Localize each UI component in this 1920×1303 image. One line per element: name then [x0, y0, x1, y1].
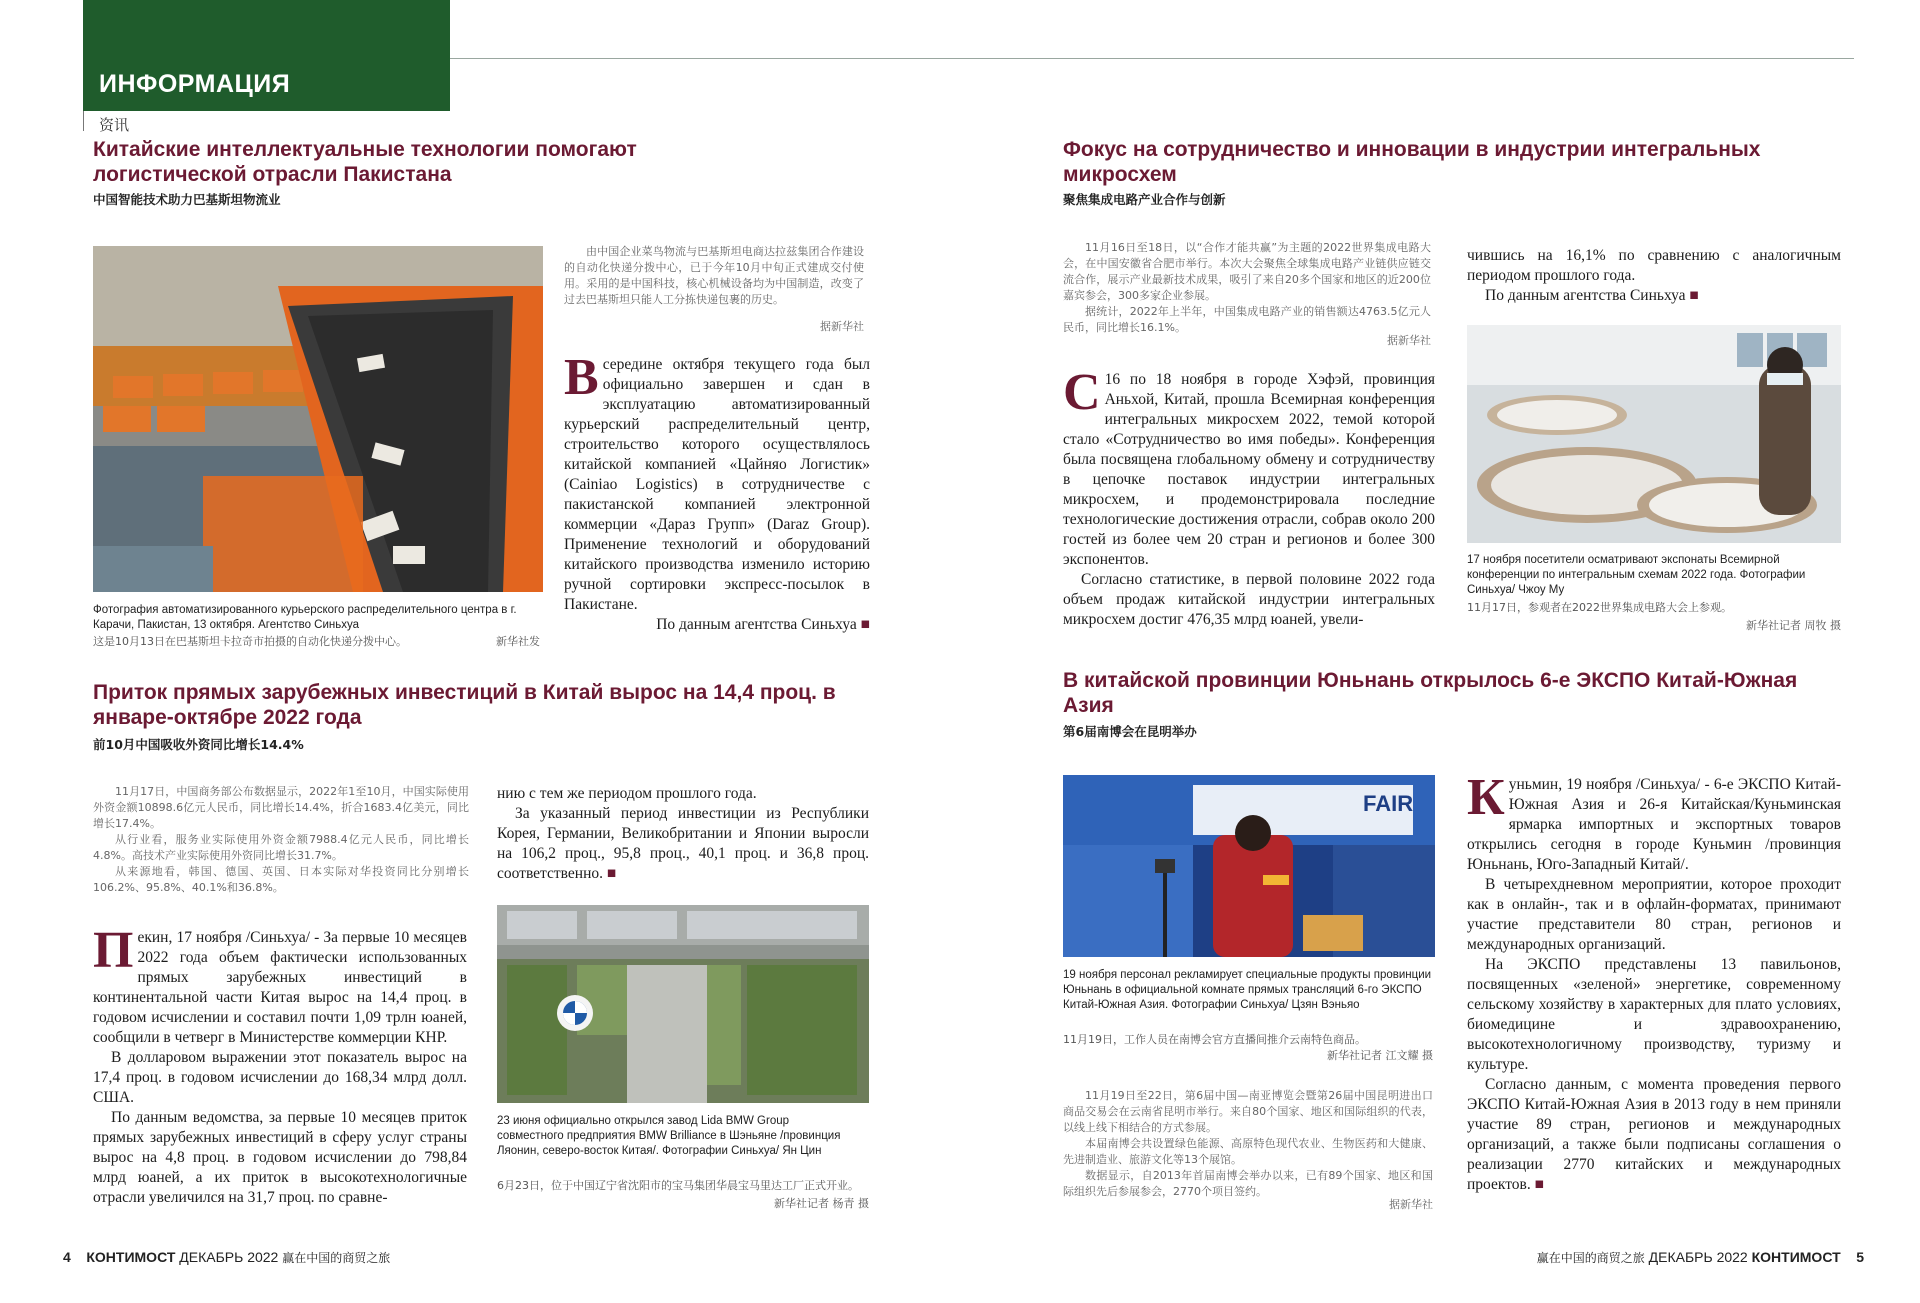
- article-2-cn-summary: 11月17日，中国商务部公布数据显示，2022年1至10月，中国实际使用外资金额10898.6亿元人民币，同比增长14.4%，折合1683.4亿美元，同比增长17.4%。 从行业看，服务业实际使用外资金额7988.4亿元人民币，同比增长4.8%。高技术产业实际使用外资同比增长31.7%。 从来源地看，韩国、德国、英国、日本实际对华投资同比分别增长106.2%、95.8%、40.1%和36.8%。: [93, 785, 469, 894]
- article-1-subtitle: 中国智能技术助力巴基斯坦物流业: [93, 192, 281, 207]
- article-3-body-right: чившись на 16,1% по сравнению с аналогичным периодом прошлого года. По данным агентства Синьхуа ■: [1467, 247, 1841, 304]
- brand-left: КОНТИМОСТ: [86, 1249, 176, 1265]
- article-4-title: В китайской провинции Юньнань открылось 6-е ЭКСПО Китай-Южная Азия: [1063, 669, 1798, 717]
- dropcap: С: [1063, 364, 1101, 421]
- issue-right: ДЕКАБРЬ 2022: [1648, 1249, 1748, 1265]
- footer-right: [1537, 1249, 1864, 1266]
- article-2-caption-cn-source: 新华社记者 杨青 摄: [774, 1197, 869, 1210]
- article-4-body: Куньмин, 19 ноября /Синьхуа/ - 6-е ЭКСПО Китай-Южная Азия и 26-я Китайская/Куньминская ярмарка импортных и экспортных товаров открылись сегодня в городе Куньмин /провинция Юньнань, Юго-Западный Китай/. В четырехдневном мероприятии, которое проходит как в онлайн-, так и в офлайн-форматах, принимают участие представители 80 стран, регионов и международных организаций. На ЭКСПО представлены 13 павильонов, посвященных «зеленой» энергетике, современному сельскому хозяйству в характерных для плато условиях, биомедицине и здравоохранению, высокотехнологичному производству, туризму и культуре. Согласно данным, с момента проведения первого ЭКСПО Китай-Южная Азия в 2013 году в нем приняли участие 89 стран, регионов и международных организаций, а также были подписаны соглашения о реализации 2770 китайских и международных проектов. ■: [1467, 769, 1841, 1193]
- article-4-caption-cn-source: 新华社记者 江文耀 摄: [1327, 1049, 1433, 1062]
- chip-exhibition-photo: [1467, 325, 1841, 543]
- article-3-caption: 17 ноября посетители осматривают экспонаты Всемирной конференции по интегральным схемам 2022 года. Фотографии Синьхуа/ Чжоу Му: [1467, 554, 1806, 596]
- article-1-source: По данным агентства Синьхуа: [656, 616, 857, 633]
- article-1-title: Китайские интеллектуальные технологии помогают логистической отрасли Пакистана: [93, 138, 637, 186]
- slogan-left: 赢在中国的商贸之旅: [282, 1251, 391, 1265]
- article-2-title: Приток прямых зарубежных инвестиций в Китай вырос на 14,4 проц. в январе-октябре 2022 года: [93, 681, 836, 729]
- end-mark: ■: [606, 865, 617, 882]
- end-mark: ■: [1534, 1176, 1544, 1193]
- end-mark: ■: [860, 616, 870, 633]
- article-1-caption-cn-source: 新华社发: [496, 635, 540, 648]
- article-2-subtitle: 前10月中国吸收外资同比增长14.4%: [93, 737, 304, 752]
- article-2-body-right: нию с тем же периодом прошлого года. За указанный период инвестиции из Республики Корея, Германии, Великобритании и Японии выросли на 106,2 проц., 95,8 проц., 40,1 проц. и 36,8 проц. соответственно. ■: [497, 785, 869, 882]
- footer-left: [63, 1249, 390, 1266]
- article-3-body-left: С 16 по 18 ноября в городе Хэфэй, провинция Аньхой, Китай, прошла Всемирная конференция интегральных микросхем 2022, темой которой стало «Сотрудничество во имя победы». Конференция была посвящена глобальному обмену и сотрудничеству в цепочке поставок индустрии интегральных микросхем, и продемонстрировала последние технологические достижения отрасли, собрав около 200 гостей из более чем 20 стран и регионов и более 300 экспонентов. Согласно статистике, в первой половине 2022 года объем продаж китайской индустрии интегральных микросхем достиг 476,35 млрд юаней, увели-: [1063, 364, 1435, 628]
- brand-right: КОНТИМОСТ: [1751, 1249, 1841, 1265]
- slogan-right: 赢在中国的商贸之旅: [1536, 1251, 1645, 1265]
- article-3-title: Фокус на сотрудничество и инновации в индустрии интегральных микросхем: [1063, 138, 1761, 186]
- article-3-source: По данным агентства Синьхуа: [1485, 287, 1686, 304]
- article-1-caption: Фотография автоматизированного курьерского распределительного центра в г. Карачи, Пакистан, 13 октября. Агентство Синьхуа: [93, 604, 517, 631]
- article-3-subtitle: 聚焦集成电路产业合作与创新: [1063, 192, 1226, 207]
- expo-livestream-photo: [1063, 775, 1435, 957]
- bmw-factory-aerial-photo: [497, 905, 869, 1103]
- section-label: ИНФОРМАЦИЯ: [99, 70, 291, 98]
- article-4-subtitle: 第6届南博会在昆明举办: [1063, 724, 1197, 739]
- dropcap: В: [564, 349, 599, 406]
- article-4-caption: 19 ноября персонал рекламирует специальные продукты провинции Юньнань в официальной комнате прямых трансляций 6-го ЭКСПО Китай-Южная Азия. Фотографии Синьхуа/ Цзян Вэньяо: [1063, 969, 1432, 1011]
- article-4-cn-source: 据新华社: [1389, 1198, 1433, 1211]
- issue-left: ДЕКАБРЬ 2022: [179, 1249, 279, 1265]
- article-3-cn-source: 据新华社: [1387, 334, 1431, 347]
- article-3-caption-cn-source: 新华社记者 周牧 摄: [1746, 619, 1841, 632]
- article-1-caption-cn: 这是10月13日在巴基斯坦卡拉奇市拍摄的自动化快递分拨中心。: [93, 635, 407, 648]
- article-1-cn-summary: 由中国企业菜鸟物流与巴基斯坦电商达拉兹集团合作建设的自动化快递分拨中心，已于今年10月中旬正式建成交付使用。采用的是中国科技，核心机械设备均为中国制造，改变了过去巴基斯坦只能人工分拣快递包裹的历史。: [564, 245, 864, 306]
- article-1-body: Всередине октября текущего года был официально завершен и сдан в эксплуатацию автоматизированный курьерский распределительный центр, строительство которого осуществлялось китайской компанией «Цайняо Логистик» (Cainiao Logistics) в сотрудничестве с пакистанской компанией электронной коммерции «Дараз Групп» (Daraz Group). Применение технологий и оборудований китайского производства изменило историю ручной сортировки экспресс-посылок в Пакистане. По данным агентства Синьхуа ■: [564, 349, 870, 633]
- top-rule: [450, 58, 1854, 59]
- article-2-body-left: Пекин, 17 ноября /Синьхуа/ - За первые 10 месяцев 2022 года объем фактически использованных прямых зарубежных инвестиций в континентальной части Китая вырос на 14,4 проц. в годовом исчислении и составил почти 1,09 трлн юаней, сообщили в четверг в Министерстве коммерции КНР. В долларовом выражении этот показатель вырос на 17,4 проц. в годовом исчислении до 168,34 млрд долл. США. По данным ведомства, за первые 10 месяцев приток прямых зарубежных инвестиций в сферу услуг страны вырос на 4,8 проц. в годовом исчислении до 798,84 млрд юаней, а их приток в высокотехнологичные отрасли увеличился на 31,7 проц. по сравне-: [93, 922, 467, 1206]
- article-1-cn-source: 据新华社: [820, 320, 864, 333]
- logistics-conveyor-photo: [93, 246, 543, 592]
- article-4-caption-cn: 11月19日，工作人员在南博会官方直播间推介云南特色商品。: [1063, 1033, 1366, 1046]
- article-3-cn-summary: 11月16日至18日，以“合作才能共赢”为主题的2022世界集成电路大会，在中国安徽省合肥市举行。本次大会聚焦全球集成电路产业链供应链交流合作，展示产业最新技术成果，吸引了来自20多个国家和地区的近200位嘉宾参会，300多家企业参展。 据统计，2022年上半年，中国集成电路产业的销售额达4763.5亿元人民币，同比增长16.1%。: [1063, 241, 1431, 334]
- header-divider: [83, 111, 84, 131]
- expo-banner-text: FAIR: [1363, 791, 1414, 816]
- dropcap: К: [1467, 769, 1505, 826]
- page-number-right: 5: [1856, 1249, 1864, 1265]
- article-4-cn-summary: 11月19日至22日，第6届中国—南亚博览会暨第26届中国昆明进出口商品交易会在云南省昆明市举行。来自80个国家、地区和国际组织的代表，以线上线下相结合的方式参展。 本届南博会共设置绿色能源、高原特色现代农业、生物医药和大健康、先进制造业、旅游文化等13个展馆。 数据显示，自2013年首届南博会举办以来，已有89个国家、地区和国际组织先后参展参会，2770个项目签约。: [1063, 1089, 1433, 1198]
- dropcap: П: [93, 922, 134, 979]
- article-2-caption: 23 июня официально открылся завод Lida BMW Group совместного предприятия BMW Brilliance в Шэньяне /провинция Ляонин, северо-восток Китая/. Фотографии Синьхуа/ Ян Цин: [497, 1115, 841, 1157]
- article-3-caption-cn: 11月17日，参观者在2022世界集成电路大会上参观。: [1467, 601, 1732, 614]
- section-label-cn: 资讯: [99, 116, 130, 134]
- page-number-left: 4: [63, 1249, 71, 1265]
- end-mark: ■: [1689, 287, 1699, 304]
- article-2-caption-cn: 6月23日，位于中国辽宁省沈阳市的宝马集团华晨宝马里达工厂正式开业。: [497, 1179, 859, 1192]
